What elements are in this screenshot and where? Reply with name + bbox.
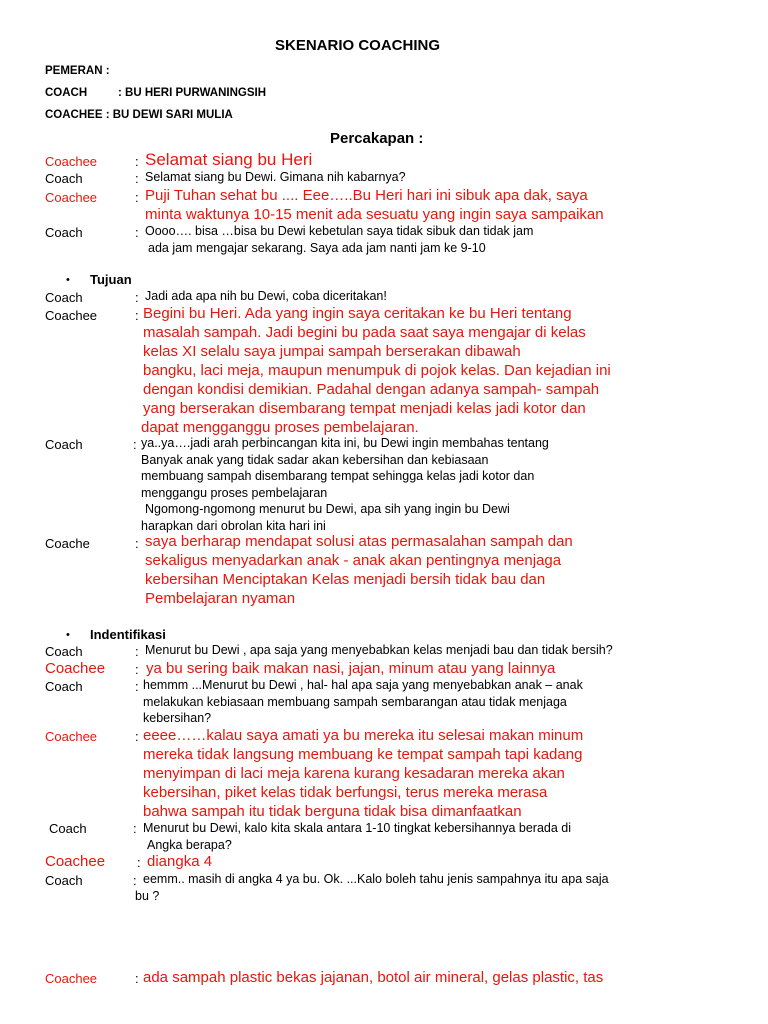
dialog-block [145,532,573,608]
dialog-line: kelas XI selalu saya jumpai sampah berserakan dibawah [143,343,521,360]
pemeran-label: PEMERAN : [45,65,110,77]
dialog-block [141,435,549,534]
colon: : [133,873,137,888]
dialog-block [143,726,583,821]
dialog-block [143,677,583,727]
dialog-line: dengan kondisi demikian. Padahal dengan adanya sampah- sampah [143,381,600,398]
dialog-line: harapkan dari obrolan kita hari ini [141,518,326,533]
colon: : [135,308,139,323]
colon: : [135,190,139,205]
dialog-line: kebersihan Menciptakan Kelas menjadi bersih tidak bau dan [145,571,546,588]
dialog-line: Banyak anak yang tidak sadar akan kebersihan dan kebiasaan [141,452,489,467]
dialog-line: eemm.. masih di angka 4 ya bu. Ok. ...Kalo boleh tahu jenis sampahnya itu apa saja [143,872,609,886]
colon: : [135,729,139,744]
dialog-line: hemmm ...Menurut bu Dewi , hal- hal apa saja yang menyebabkan anak – anak [143,678,583,692]
colon: : [135,225,139,240]
dialog-line: kebersihan, piket kelas tidak berfungsi, terus mereka merasa [143,784,548,801]
dialog-line: Ngomong-ngomong menurut bu Dewi, apa sih yang ingin bu Dewi [145,502,510,516]
speaker-label: Coach [45,679,83,694]
dialog-line: Oooo…. bisa …bisa bu Dewi kebetulan saya tidak sibuk dan tidak jam [145,224,534,238]
speaker-label: Coach [45,644,83,659]
colon: : [135,171,139,186]
dialog-line: bu ? [135,888,160,903]
dialog-line: diangka 4 [147,853,213,870]
dialog-line: masalah sampah. Jadi begini bu pada saat saya mengajar di kelas [143,324,586,341]
dialog-line: kebersihan? [143,711,212,725]
dialog-line: melakukan kebiasaan membuang sampah sembarangan atau tidak menjaga [143,694,567,709]
colon: : [135,644,139,659]
dialog-line: ya bu sering baik makan nasi, jajan, minum atau yang lainnya [146,660,556,677]
speaker-label: Coachee [45,660,106,677]
speaker-label: Coache [45,536,90,551]
dialog-block [145,223,533,256]
dialog-line: ada jam mengajar sekarang. Saya ada jam nanti jam ke 9-10 [148,240,486,255]
speaker-label: Coach [45,225,83,240]
dialog-line: yang berserakan disembarang tempat menjadi kelas jadi kotor dan [143,400,586,417]
dialog-line: dapat mengganggu proses pembelajaran. [141,419,419,436]
dialog-line: eeee……kalau saya amati ya bu mereka itu selesai makan minum [143,727,584,744]
colon: : [135,662,139,677]
dialog-line: ada sampah plastic bekas jajanan, botol air mineral, gelas plastic, tas [143,969,604,986]
dialog-line: Begini bu Heri. Ada yang ingin saya ceritakan ke bu Heri tentang [143,305,572,322]
dialog-line: Menurut bu Dewi , apa saja yang menyebabkan kelas menjadi bau dan tidak bersih? [145,643,613,657]
colon: : [135,154,139,169]
dialog-block [145,186,604,224]
dialog-line: minta waktunya 10-15 menit ada sesuatu yang ingin saya sampaikan [145,206,604,223]
colon: : [135,290,139,305]
speaker-label: Coach [49,821,87,836]
colon: : [137,855,141,870]
section-heading-tujuan: Tujuan [90,272,132,287]
percakapan-heading: Percakapan : [330,130,424,147]
dialog-line: Menurut bu Dewi, kalo kita skala antara 1-10 tingkat kebersihannya berada di [143,821,572,835]
colon: : [135,536,139,551]
dialog-line: saya berharap mendapat solusi atas permasalahan sampah dan [145,533,573,550]
document-title: SKENARIO COACHING [275,37,441,54]
dialog-line: Selamat siang bu Heri [145,150,313,169]
colon: : [133,821,137,836]
bullet-icon: • [66,274,70,286]
dialog-block [135,871,609,904]
speaker-label: Coach [45,437,83,452]
dialog-line: mereka tidak langsung membuang ke tempat sampah tapi kadang [143,746,583,763]
speaker-label: Coachee [45,729,98,744]
coachee-role-line: COACHEE : BU DEWI SARI MULIA [45,109,233,121]
speaker-label: Coach [45,290,83,305]
speaker-label: Coachee [45,308,98,323]
bullet-icon: • [66,629,70,641]
dialog-line: Puji Tuhan sehat bu .... Eee…..Bu Heri hari ini sibuk apa dak, saya [145,187,588,204]
speaker-label: Coachee [45,853,106,870]
speaker-label: Coachee [45,190,98,205]
dialog-line: Jadi ada apa nih bu Dewi, coba diceritakan! [145,289,387,303]
colon: : [135,971,139,986]
coach-name: : BU HERI PURWANINGSIH [118,87,267,99]
dialog-line: Selamat siang bu Dewi. Gimana nih kabarnya? [145,170,406,184]
dialog-line: menyimpan di laci meja karena kurang kesadaran mereka akan [143,765,565,782]
speaker-label: Coachee [45,971,98,986]
speaker-label: Coach [45,171,83,186]
dialog-line: sekaligus menyadarkan anak - anak akan pentingnya menjaga [145,552,562,569]
colon: : [133,437,137,452]
dialog-line: Angka berapa? [147,837,232,852]
dialog-block [143,820,571,853]
dialog-line: Pembelajaran nyaman [145,590,296,607]
colon: : [135,679,139,694]
dialog-line: menggangu proses pembelajaran [141,485,328,500]
section-heading-identifikasi: Indentifikasi [90,627,166,642]
dialog-line: ya..ya….jadi arah perbincangan kita ini, bu Dewi ingin membahas tentang [141,436,549,450]
speaker-label: Coachee [45,154,98,169]
dialog-block [143,304,611,437]
dialog-line: membuang sampah disembarang tempat sehingga kelas jadi kotor dan [141,469,535,483]
dialog-line: bahwa sampah itu tidak berguna tidak bisa dimanfaatkan [143,803,522,820]
speaker-label: Coach [45,873,83,888]
dialog-line: bangku, laci meja, maupun menumpuk di pojok kelas. Dan kejadian ini [143,362,611,379]
coach-role-label: COACH [45,87,88,99]
